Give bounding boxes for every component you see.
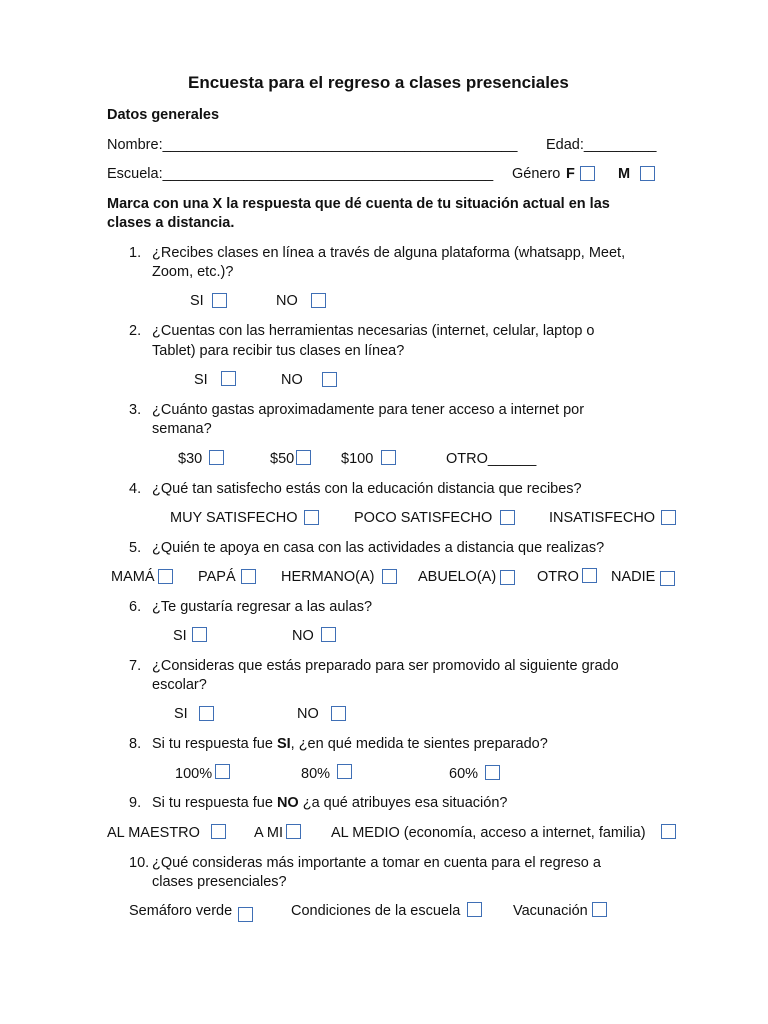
option-checkbox[interactable] bbox=[221, 371, 236, 386]
question-number: 2. bbox=[129, 323, 142, 339]
question-number: 10. bbox=[129, 855, 150, 871]
option-checkbox[interactable] bbox=[660, 571, 675, 586]
option-checkbox[interactable] bbox=[485, 765, 500, 780]
option-label: NO bbox=[281, 372, 303, 388]
option-checkbox[interactable] bbox=[241, 569, 256, 584]
option-label: PAPÁ bbox=[198, 569, 236, 585]
option-label: INSATISFECHO bbox=[549, 510, 656, 526]
option-label: AL MEDIO (economía, acceso a internet, familia) bbox=[331, 825, 646, 841]
option-checkbox[interactable] bbox=[467, 902, 482, 917]
option-checkbox[interactable] bbox=[500, 570, 515, 585]
option-checkbox[interactable] bbox=[382, 569, 397, 584]
genero-m-checkbox[interactable] bbox=[640, 166, 655, 181]
question-text: ¿Qué consideras más importante a tomar en cuenta para el regreso a bbox=[152, 855, 601, 871]
option-label: Vacunación bbox=[513, 903, 588, 919]
escuela-field[interactable]: Escuela:_________________________________________ bbox=[107, 166, 494, 182]
question-number: 9. bbox=[129, 795, 142, 811]
question-number: 6. bbox=[129, 599, 142, 615]
option-checkbox[interactable] bbox=[582, 568, 597, 583]
instruction-line-1: Marca con una X la respuesta que dé cuenta de tu situación actual en las bbox=[107, 196, 610, 212]
option-label: Condiciones de la escuela bbox=[291, 903, 461, 919]
option-label: 80% bbox=[301, 766, 331, 782]
option-label: ABUELO(A) bbox=[418, 569, 497, 585]
question-text: clases presenciales? bbox=[152, 874, 287, 890]
genero-m-label: M bbox=[618, 166, 631, 182]
option-label: SI bbox=[190, 293, 204, 309]
instruction-line-2: clases a distancia. bbox=[107, 215, 235, 231]
option-label: POCO SATISFECHO bbox=[354, 510, 493, 526]
section-heading: Datos generales bbox=[107, 107, 220, 123]
option-checkbox[interactable] bbox=[304, 510, 319, 525]
option-label: OTRO bbox=[537, 569, 579, 585]
option-checkbox[interactable] bbox=[661, 510, 676, 525]
option-label: SI bbox=[194, 372, 208, 388]
option-checkbox[interactable] bbox=[500, 510, 515, 525]
option-label: NO bbox=[276, 293, 298, 309]
question-text: ¿Cuánto gastas aproximadamente para tener acceso a internet por bbox=[152, 402, 585, 418]
option-label: Semáforo verde bbox=[129, 903, 233, 919]
option-checkbox[interactable] bbox=[199, 706, 214, 721]
question-text: Si tu respuesta fue SI, ¿en qué medida te sientes preparado? bbox=[152, 736, 548, 752]
question-number: 4. bbox=[129, 481, 142, 497]
option-label: NADIE bbox=[611, 569, 656, 585]
option-checkbox[interactable] bbox=[192, 627, 207, 642]
question-text: ¿Recibes clases en línea a través de alguna plataforma (whatsapp, Meet, bbox=[152, 245, 626, 261]
option-label: 100% bbox=[175, 766, 213, 782]
question-text: ¿Cuentas con las herramientas necesarias (internet, celular, laptop o bbox=[152, 323, 595, 339]
option-checkbox[interactable] bbox=[212, 293, 227, 308]
nombre-field[interactable]: Nombre:____________________________________________ bbox=[107, 137, 518, 153]
option-label: A MI bbox=[254, 825, 284, 841]
option-checkbox[interactable] bbox=[211, 824, 226, 839]
option-checkbox[interactable] bbox=[592, 902, 607, 917]
option-checkbox[interactable] bbox=[661, 824, 676, 839]
question-text: escolar? bbox=[152, 677, 207, 693]
question-text: ¿Consideras que estás preparado para ser promovido al siguiente grado bbox=[152, 658, 619, 674]
option-checkbox[interactable] bbox=[158, 569, 173, 584]
question-text: semana? bbox=[152, 421, 212, 437]
question-text: ¿Te gustaría regresar a las aulas? bbox=[152, 599, 373, 615]
question-number: 5. bbox=[129, 540, 142, 556]
option-checkbox[interactable] bbox=[337, 764, 352, 779]
option-checkbox[interactable] bbox=[311, 293, 326, 308]
question-text: Si tu respuesta fue NO ¿a qué atribuyes esa situación? bbox=[152, 795, 508, 811]
option-label: SI bbox=[173, 628, 187, 644]
option-label: NO bbox=[292, 628, 314, 644]
question-text: ¿Quién te apoya en casa con las actividades a distancia que realizas? bbox=[152, 540, 605, 556]
question-text: ¿Qué tan satisfecho estás con la educación distancia que recibes? bbox=[152, 481, 582, 497]
option-checkbox[interactable] bbox=[331, 706, 346, 721]
option-checkbox[interactable] bbox=[381, 450, 396, 465]
genero-f-checkbox[interactable] bbox=[580, 166, 595, 181]
option-checkbox[interactable] bbox=[296, 450, 311, 465]
edad-field[interactable]: Edad:_________ bbox=[546, 137, 657, 153]
question-number: 3. bbox=[129, 402, 142, 418]
option-label: MAMÁ bbox=[111, 569, 155, 585]
genero-f-label: F bbox=[566, 166, 575, 182]
option-checkbox[interactable] bbox=[321, 627, 336, 642]
option-label: 60% bbox=[449, 766, 479, 782]
option-label: $100 bbox=[341, 451, 374, 467]
option-checkbox[interactable] bbox=[209, 450, 224, 465]
question-number: 7. bbox=[129, 658, 142, 674]
question-number: 8. bbox=[129, 736, 142, 752]
question-text: Zoom, etc.)? bbox=[152, 264, 234, 280]
option-checkbox[interactable] bbox=[286, 824, 301, 839]
option-checkbox[interactable] bbox=[322, 372, 337, 387]
genero-label: Género bbox=[512, 166, 561, 182]
option-label: MUY SATISFECHO bbox=[170, 510, 298, 526]
option-label: AL MAESTRO bbox=[107, 825, 200, 841]
option-label: NO bbox=[297, 706, 319, 722]
option-label: SI bbox=[174, 706, 188, 722]
option-checkbox[interactable] bbox=[238, 907, 253, 922]
option-label[interactable]: OTRO______ bbox=[446, 451, 537, 467]
option-checkbox[interactable] bbox=[215, 764, 230, 779]
option-label: HERMANO(A) bbox=[281, 569, 375, 585]
question-number: 1. bbox=[129, 245, 142, 261]
survey-title: Encuesta para el regreso a clases presenciales bbox=[188, 73, 569, 92]
option-label: $50 bbox=[270, 451, 295, 467]
option-label: $30 bbox=[178, 451, 203, 467]
question-text: Tablet) para recibir tus clases en línea? bbox=[152, 343, 405, 359]
